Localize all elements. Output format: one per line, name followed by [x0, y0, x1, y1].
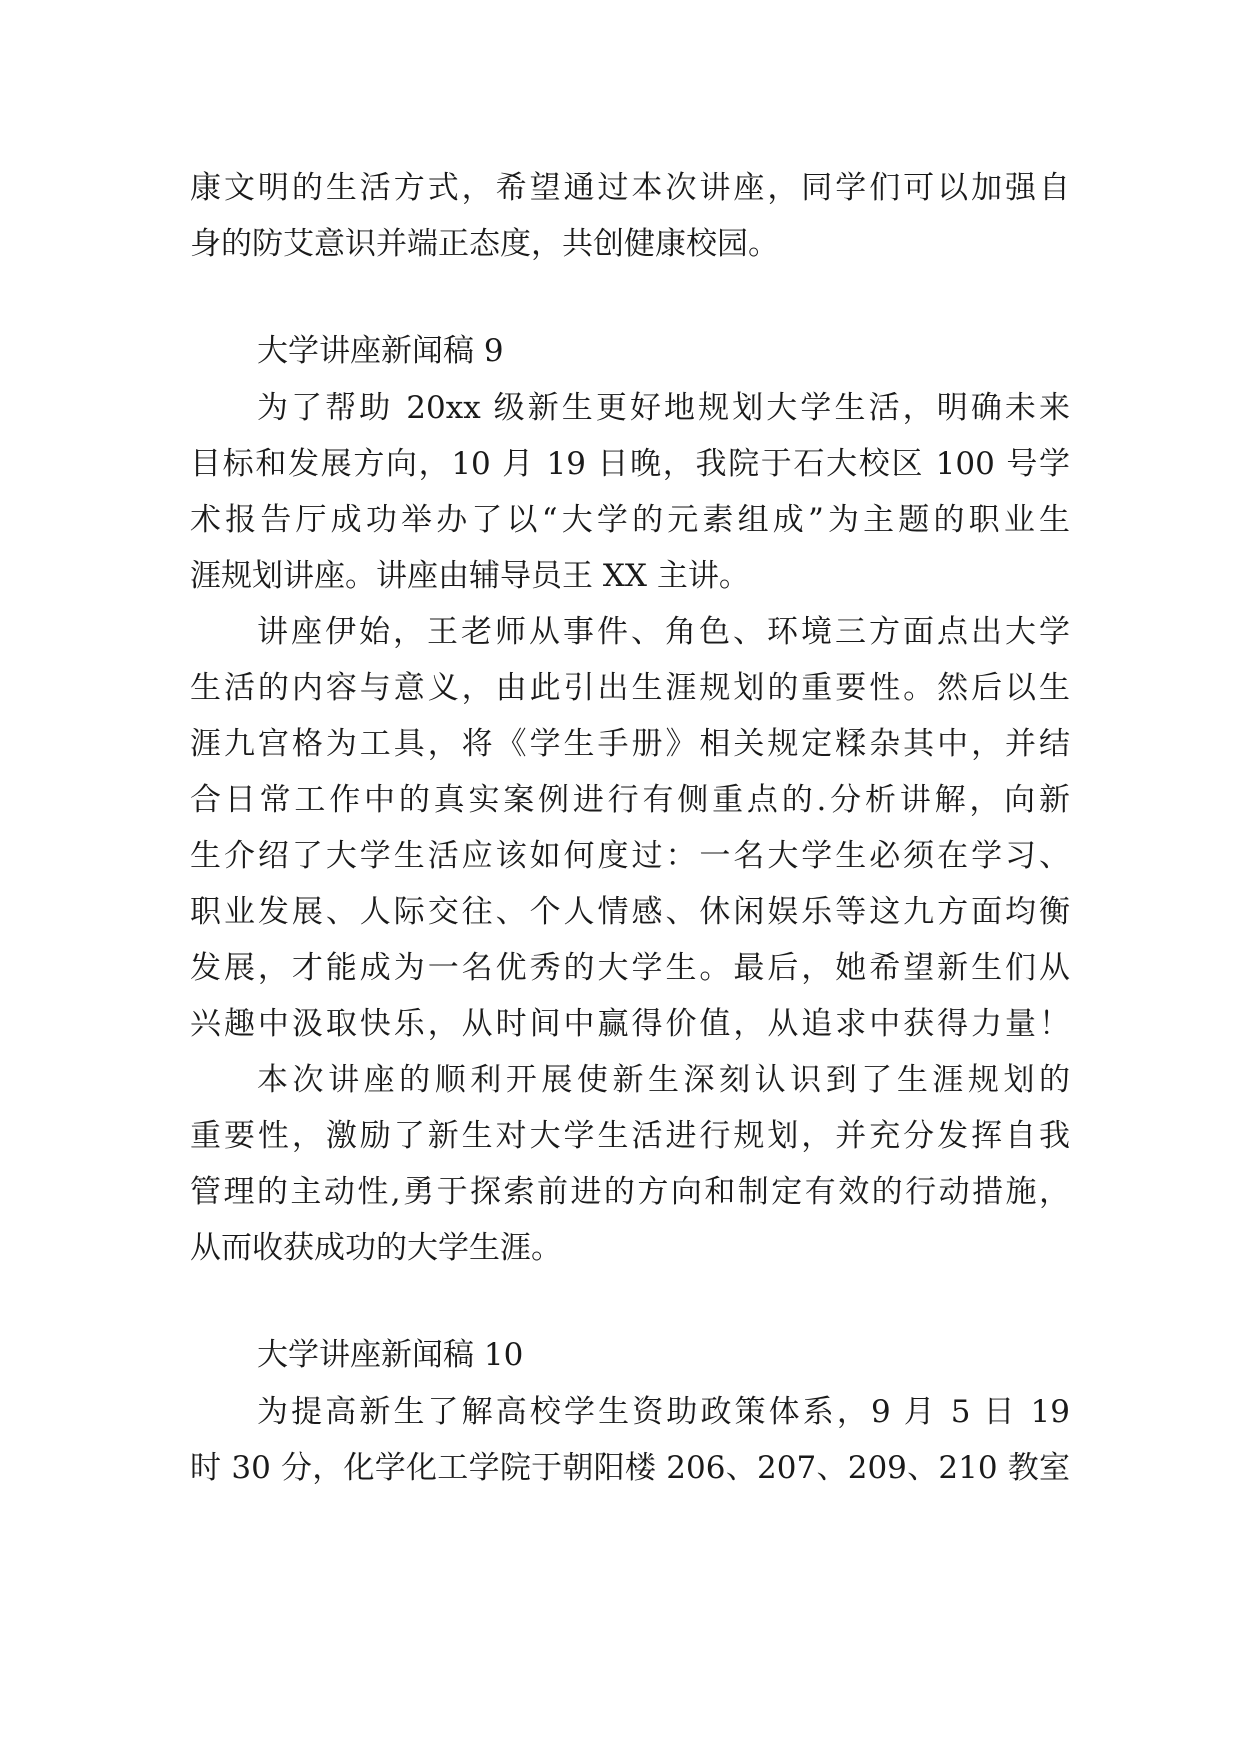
body-text-line: 讲座伊始，王老师从事件、角色、环境三方面点出大学 — [257, 614, 1070, 650]
body-text-line: 管理的主动性,勇于探索前进的方向和制定有效的行动措施， — [190, 1174, 1070, 1210]
body-text-line: 兴趣中汲取快乐，从时间中赢得价值，从追求中获得力量！ — [190, 1006, 1070, 1042]
section-heading: 大学讲座新闻稿 10 — [257, 1337, 524, 1373]
body-text-line: 本次讲座的顺利开展使新生深刻认识到了生涯规划的 — [257, 1062, 1070, 1098]
body-text-line: 职业发展、人际交往、个人情感、休闲娱乐等这九方面均衡 — [190, 894, 1070, 930]
body-text-line: 时 30 分，化学化工学院于朝阳楼 206、207、209、210 教室 — [190, 1450, 1070, 1486]
body-text-line: 为提高新生了解高校学生资助政策体系，9 月 5 日 19 — [257, 1394, 1070, 1430]
body-text-line: 康文明的生活方式，希望通过本次讲座，同学们可以加强自 — [190, 170, 1070, 206]
body-text-line: 生活的内容与意义，由此引出生涯规划的重要性。然后以生 — [190, 670, 1070, 706]
body-text-line: 从而收获成功的大学生涯。 — [190, 1230, 562, 1266]
body-text-line: 重要性，激励了新生对大学生活进行规划，并充分发挥自我 — [190, 1118, 1070, 1154]
body-text-line: 发展，才能成为一名优秀的大学生。最后，她希望新生们从 — [190, 950, 1070, 986]
body-text-line: 为了帮助 20xx 级新生更好地规划大学生活，明确未来 — [257, 390, 1070, 426]
section-heading: 大学讲座新闻稿 9 — [257, 333, 504, 369]
body-text-line: 合日常工作中的真实案例进行有侧重点的.分析讲解，向新 — [190, 782, 1070, 818]
body-text-line: 生介绍了大学生活应该如何度过：一名大学生必须在学习、 — [190, 838, 1070, 874]
body-text-line: 涯九宫格为工具，将《学生手册》相关规定糅杂其中，并结 — [190, 726, 1070, 762]
body-text-line: 术报告厅成功举办了以“大学的元素组成”为主题的职业生 — [190, 502, 1070, 538]
body-text-line: 目标和发展方向，10 月 19 日晚，我院于石大校区 100 号学 — [190, 446, 1070, 482]
body-text-line: 涯规划讲座。讲座由辅导员王 XX 主讲。 — [190, 558, 750, 594]
body-text-line: 身的防艾意识并端正态度，共创健康校园。 — [190, 226, 779, 262]
